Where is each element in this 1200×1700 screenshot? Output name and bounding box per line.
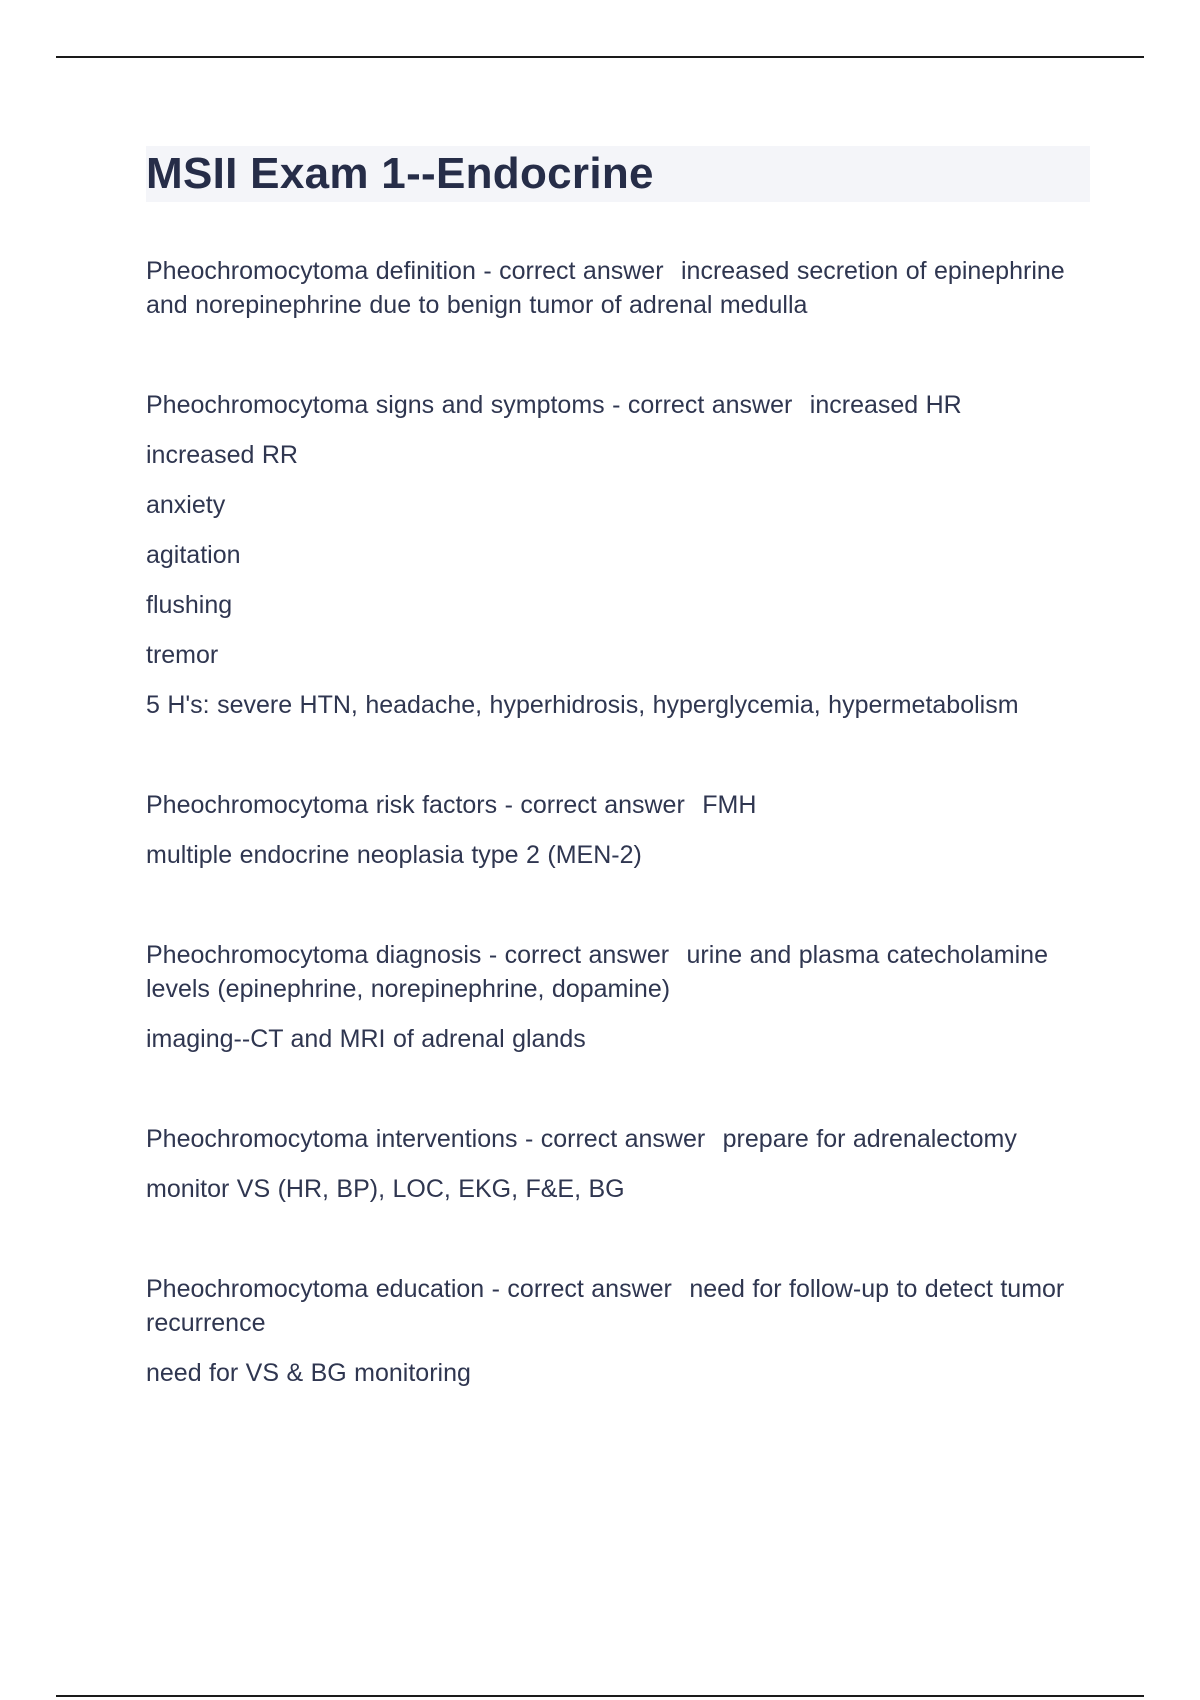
card-separator: - correct answer xyxy=(504,791,685,819)
flashcard-signs-symptoms xyxy=(146,388,1090,722)
card-term: Pheochromocytoma definition xyxy=(146,257,476,285)
card-answer-line: multiple endocrine neoplasia type 2 (MEN-2) xyxy=(146,841,642,869)
card-answer-line: increased RR xyxy=(146,441,298,469)
card-answer-line: 5 H's: severe HTN, headache, hyperhidrosis, hyperglycemia, hypermetabolism xyxy=(146,691,1019,719)
card-answer-line: imaging--CT and MRI of adrenal glands xyxy=(146,1025,586,1053)
card-answer: FMH xyxy=(702,791,757,819)
card-question-line xyxy=(146,1272,1090,1340)
card-term: Pheochromocytoma signs and symptoms xyxy=(146,391,605,419)
card-question-line xyxy=(146,388,1090,422)
flashcard-definition xyxy=(146,254,1090,322)
flashcard-interventions xyxy=(146,1122,1090,1206)
card-answer-line: agitation xyxy=(146,541,241,569)
card-separator: - correct answer xyxy=(612,391,793,419)
flashcard-risk-factors xyxy=(146,788,1090,872)
card-question-line xyxy=(146,938,1090,1006)
card-separator: - correct answer xyxy=(483,257,664,285)
card-separator: - correct answer xyxy=(491,1275,672,1303)
card-answer-line: anxiety xyxy=(146,491,226,519)
title-band xyxy=(146,146,1090,202)
document-body xyxy=(146,146,1090,1456)
card-term: Pheochromocytoma interventions xyxy=(146,1125,518,1153)
card-separator: - correct answer xyxy=(488,941,670,969)
card-answer: need for follow-up to detect tumor recurrence xyxy=(146,1275,1065,1337)
card-answer-line: monitor VS (HR, BP), LOC, EKG, F&E, BG xyxy=(146,1175,625,1203)
card-answer-line: need for VS & BG monitoring xyxy=(146,1359,471,1387)
card-term: Pheochromocytoma risk factors xyxy=(146,791,498,819)
card-answer: prepare for adrenalectomy xyxy=(722,1125,1017,1153)
flashcard-diagnosis xyxy=(146,938,1090,1056)
card-answer: increased secretion of epinephrine and norepinephrine due to benign tumor of adrenal medulla xyxy=(146,257,1065,319)
card-separator: - correct answer xyxy=(524,1125,706,1153)
card-answer: increased HR xyxy=(809,391,962,419)
bottom-rule xyxy=(56,1695,1144,1697)
card-question-line xyxy=(146,1122,1090,1156)
page-title: MSII Exam 1--Endocrine xyxy=(146,149,654,198)
flashcard-education xyxy=(146,1272,1090,1390)
card-question-line xyxy=(146,788,1090,822)
card-question-line xyxy=(146,254,1090,322)
card-term: Pheochromocytoma education xyxy=(146,1275,485,1303)
card-answer-line: tremor xyxy=(146,641,219,669)
card-term: Pheochromocytoma diagnosis xyxy=(146,941,482,969)
card-answer: urine and plasma catecholamine levels (epinephrine, norepinephrine, dopamine) xyxy=(146,941,1048,1003)
top-rule xyxy=(56,56,1144,58)
card-answer-line: flushing xyxy=(146,591,233,619)
